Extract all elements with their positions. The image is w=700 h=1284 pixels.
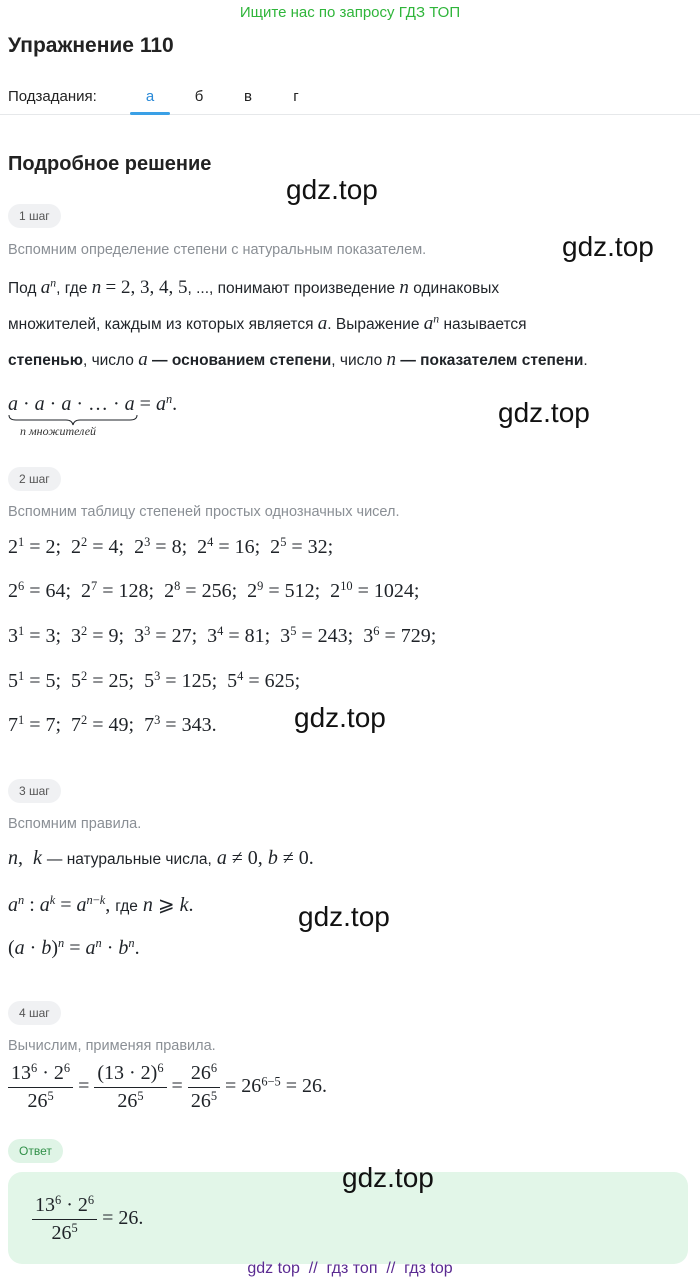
definition-line-2: множителей, каждым из которых является a. Выражение $a^n$ называется xyxy=(8,312,527,334)
tab-subtask-g[interactable]: г xyxy=(293,88,299,105)
rule-division: $a^n$ : $a^k = a^{n-k}$, где n ⩾ k. xyxy=(8,893,194,916)
step-note: Вычислим, применяя правила. xyxy=(8,1038,216,1054)
powers-of-2-row-1: $2^1 = 2$; $2^2 = 4$; $2^3 = 8$; $2^4 = 16$; $2^5 = 32$; xyxy=(8,535,334,558)
top-banner: Ищите нас по запросу ГДЗ ТОП xyxy=(239,4,461,21)
powers-of-2-row-2: $2^6 = 64$; $2^7 = 128$; $2^8 = 256$; $2^9 = 512$; $2^{10} = 1024$; xyxy=(8,579,420,602)
footer-links[interactable]: gdz top // гдз топ // гдз top xyxy=(247,1260,453,1277)
watermark: gdz.top xyxy=(562,231,654,262)
step-badge: 1 шаг xyxy=(8,204,61,228)
step-badge: 4 шаг xyxy=(8,1001,61,1025)
tab-subtask-b[interactable]: б xyxy=(194,88,204,105)
step-note: Вспомним таблицу степеней простых однозначных чисел. xyxy=(8,504,400,520)
step-badge: 2 шаг xyxy=(8,467,61,491)
power-definition-formula: a · a · a · … · $a = a^n$. xyxy=(8,392,178,415)
exercise-title: Упражнение 110 xyxy=(8,34,174,57)
watermark: gdz.top xyxy=(498,397,590,428)
step-badge: 3 шаг xyxy=(8,779,61,803)
subtasks-label: Подзадания: xyxy=(8,88,97,105)
definition-line-1: Под $a^n$, где n = 2, 3, 4, 5, ..., понимают произведение n одинаковых xyxy=(8,276,500,298)
watermark: gdz.top xyxy=(294,702,386,733)
definition-line-3: степенью, число a — основанием степени, число n — показателем степени. xyxy=(8,349,588,370)
tabs-divider xyxy=(0,114,700,115)
active-tab-indicator xyxy=(130,112,170,115)
solution-title: Подробное решение xyxy=(8,153,212,175)
underbrace-label: n множителей xyxy=(20,424,97,438)
powers-of-7-row: $7^1 = 7$; $7^2 = 49$; $7^3 = 343$. xyxy=(8,713,217,736)
watermark: gdz.top xyxy=(298,901,390,932)
tab-subtask-a[interactable]: а xyxy=(145,88,155,105)
answer-badge: Ответ xyxy=(8,1139,63,1163)
powers-of-5-row: $5^1 = 5$; $5^2 = 25$; $5^3 = 125$; $5^4 = 625$; xyxy=(8,669,301,692)
powers-of-3-row: $3^1 = 3$; $3^2 = 9$; $3^3 = 27$; $3^4 = 81$; $3^5 = 243$; $3^6 = 729$; xyxy=(8,624,437,647)
answer-formula: $\frac{13^6 \cdot 2^6}{26^5}$ = 26. xyxy=(32,1194,143,1245)
rule-product-power: $(a \cdot b)^n = a^n \cdot b^n$. xyxy=(8,936,140,959)
step-note: Вспомним определение степени с натуральным показателем. xyxy=(8,242,427,258)
watermark: gdz.top xyxy=(342,1162,434,1193)
calculation-formula: $\frac{13^6 \cdot 2^6}{26^5}$ = $\frac{(13 \cdot 2)^6}{26^5}$ = $\frac{26^6}{26^5}$ = $26^{6-5} = 26$. xyxy=(8,1062,327,1113)
rule-conditions: n, k — натуральные числа, a ≠ 0, b ≠ 0. xyxy=(8,847,314,869)
step-note: Вспомним правила. xyxy=(8,816,142,832)
tab-subtask-v[interactable]: в xyxy=(244,88,252,105)
watermark: gdz.top xyxy=(286,174,378,205)
